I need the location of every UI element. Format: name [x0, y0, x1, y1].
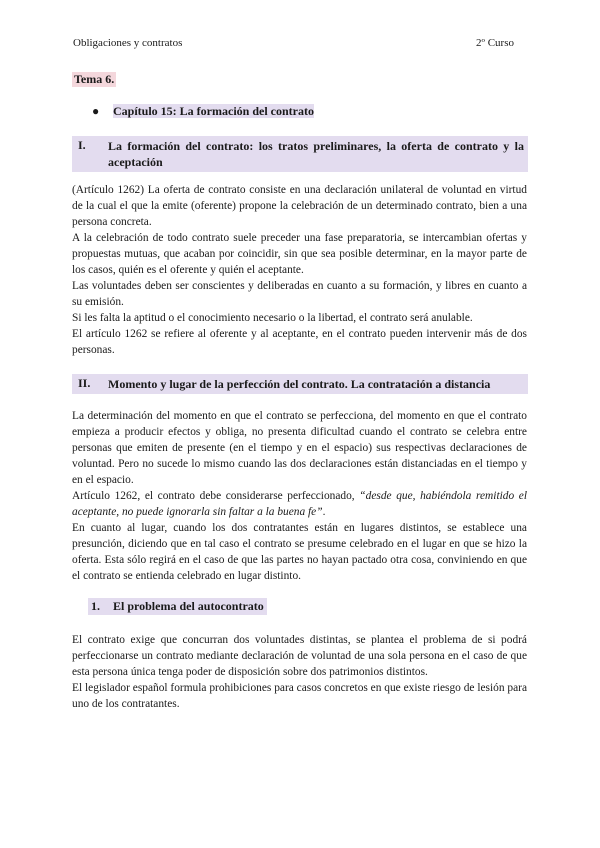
page-header: [73, 37, 514, 49]
chapter-title: Capítulo 15: La formación del contrato: [113, 104, 314, 118]
section-number: I.: [78, 138, 86, 152]
paragraph: (Artículo 1262) La oferta de contrato consiste en una declaración unilateral de voluntad en virtud de la cual el que la emite (oferente) propone la celebración de un determinado contrato, bien a una persona concreta.: [72, 184, 527, 228]
header-subject: Obligaciones y contratos: [73, 37, 183, 49]
subsection-heading-1: [88, 598, 267, 615]
subsection-title: El problema del autocontrato: [113, 599, 264, 613]
section-number: II.: [78, 376, 91, 390]
subsection-number: 1.: [91, 599, 100, 613]
chapter-heading: [92, 104, 314, 119]
paragraph-with-quote: [72, 488, 527, 520]
header-course: 2º Curso: [476, 37, 514, 49]
section-title: Momento y lugar de la perfección del contrato. La contratación a distancia: [108, 377, 491, 391]
section-heading-1: [72, 136, 528, 172]
paragraph: El contrato exige que concurran dos voluntades distintas, se plantea el problema de si podrá perfeccionarse un contrato mediante declaración de voluntad de una sola persona en el caso de que esta persona única tenga poder de disposición sobre dos patrimonios distintos.: [72, 634, 527, 678]
paragraph: El artículo 1262 se refiere al oferente y al aceptante, en el contrato pueden intervenir más de dos personas.: [72, 328, 527, 356]
paragraph: Si les falta la aptitud o el conocimiento necesario o la libertad, el contrato será anulable.: [72, 312, 473, 324]
legal-quote: “desde que, habiéndola remitido el aceptante, no puede ignorarla sin faltar a la buena fe”: [72, 490, 528, 518]
quote-prefix: Artículo 1262, el contrato debe considerarse perfeccionado,: [72, 490, 360, 502]
paragraph: Las voluntades deben ser conscientes y deliberadas en cuanto a su formación, y libres en cuanto a su emisión.: [72, 280, 527, 308]
section-heading-2: [72, 374, 528, 394]
quote-suffix: .: [322, 506, 326, 518]
subsection-1-body: [72, 632, 527, 712]
paragraph: La determinación del momento en que el contrato se perfecciona, del momento en que el contrato empieza a producir efectos y obliga, no presenta dificultad cuando el contrato se celebra entre personas que emiten de presente (en el tiempo y en el espacio) sus respectivas declaraciones de voluntad. Pero no sucede lo mismo cuando las dos declaraciones están distanciadas en el tiempo y en el espacio.: [72, 410, 527, 486]
topic-title: Tema 6.: [74, 72, 115, 86]
paragraph: A la celebración de todo contrato suele preceder una fase preparatoria, se intercambian ofertas y propuestas mutuas, que acaban por coincidir, sin que sea posible determinar, en la mayor parte de los casos, quién es el oferente y quién el aceptante.: [72, 232, 527, 276]
section-2-body: [72, 408, 527, 584]
section-title: La formación del contrato: los tratos preliminares, la oferta de contrato y la aceptación: [108, 139, 524, 169]
bullet-icon: ●: [92, 104, 100, 118]
paragraph: El legislador español formula prohibiciones para casos concretos en que existe riesgo de lesión para uno de los contratantes.: [72, 682, 527, 710]
section-1-body: [72, 182, 527, 358]
paragraph: En cuanto al lugar, cuando los dos contratantes están en lugares distintos, se establece una presunción, diciendo que en tal caso el contrato se presume celebrado en el lugar en que se hizo la oferta. Esta sólo regirá en el caso de que las partes no hayan pactado otra cosa, conviniendo en que el contrato se entienda celebrado en lugar distinto.: [72, 522, 527, 582]
